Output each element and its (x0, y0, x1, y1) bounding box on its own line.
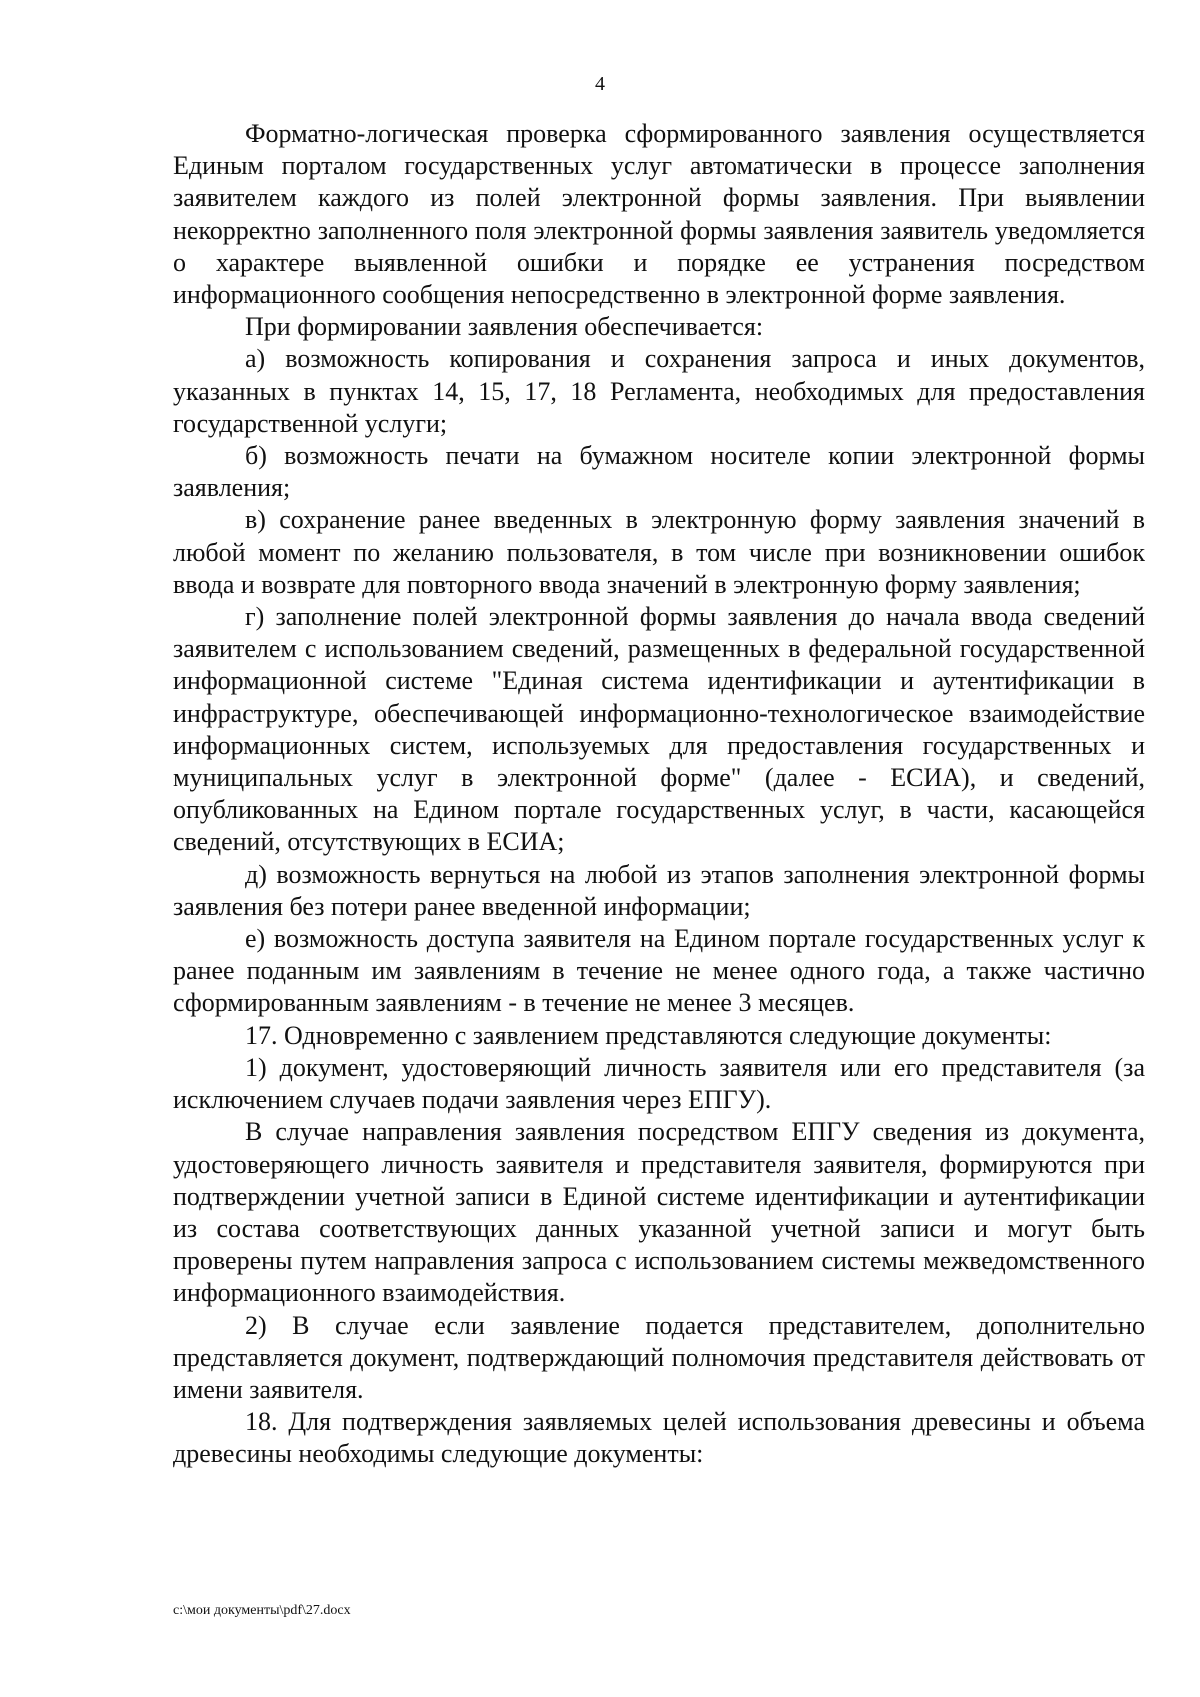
paragraph-item-d: д) возможность вернуться на любой из этапов заполнения электронной формы заявления без потери ранее введенной информации; (173, 859, 1145, 921)
paragraph-item-e: е) возможность доступа заявителя на Едином портале государственных услуг к ранее поданным им заявлениям в течение не менее одного года, а также частично сформированным заявлениям - в течение не менее 3 месяцев. (173, 924, 1145, 1018)
footer-file-path: c:\мои документы\pdf\27.docx (173, 1603, 351, 1618)
paragraph-section-17: 17. Одновременно с заявлением представляются следующие документы: (245, 1020, 1052, 1050)
document-body (173, 118, 1145, 1471)
paragraph-item-v: в) сохранение ранее введенных в электронную форму заявления значений в любой момент по желанию пользователя, в том числе при возникновении ошибок ввода и возврате для повторного ввода значений в электронную форму заявления; (173, 505, 1145, 599)
paragraph-17-item-2: 2) В случае если заявление подается представителем, дополнительно представляется документ, подтверждающий полномочия представителя действовать от имени заявителя. (173, 1310, 1145, 1404)
paragraph-section-18: 18. Для подтверждения заявляемых целей использования древесины и объема древесины необходимы следующие документы: (173, 1407, 1145, 1469)
paragraph-form-provision: При формировании заявления обеспечивается: (245, 312, 764, 342)
paragraph-item-a: а) возможность копирования и сохранения запроса и иных документов, указанных в пунктах 14, 15, 17, 18 Регламента, необходимых для предоставления государственной услуги; (173, 344, 1145, 438)
paragraph-17-item-1: 1) документ, удостоверяющий личность заявителя или его представителя (за исключением случаев подачи заявления через ЕПГУ). (173, 1052, 1145, 1115)
paragraph-item-g: г) заполнение полей электронной формы заявления до начала ввода сведений заявителем с использованием сведений, размещенных в федеральной государственной информационной системе "Единая система идентификации и аутентификации в инфраструктуре, обеспечивающей информационно-технологическое взаимодействие информационных систем, используемых для предоставления государственных и муниципальных услуг в электронной форме" (далее - ЕСИА), и сведений, опубликованных на Едином портале государственных услуг, в части, касающейся сведений, отсутствующих в ЕСИА; (173, 602, 1145, 857)
paragraph-epgu-case: В случае направления заявления посредством ЕПГУ сведения из документа, удостоверяющего личность заявителя и представителя заявителя, формируются при подтверждении учетной записи в Единой системе идентификации и аутентификации из состава соответствующих данных указанной учетной записи и могут быть проверены путем направления запроса с использованием системы межведомственного информационного взаимодействия. (173, 1117, 1145, 1308)
paragraph-format-check: Форматно-логическая проверка сформированного заявления осуществляется Единым порталом государственных услуг автоматически в процессе заполнения заявителем каждого из полей электронной формы заявления. При выявлении некорректно заполненного поля электронной формы заявления заявитель уведомляется о характере выявленной ошибки и порядке ее устранения посредством информационного сообщения непосредственно в электронной форме заявления. (173, 119, 1145, 310)
page-number: 4 (595, 73, 605, 95)
paragraph-item-b: б) возможность печати на бумажном носителе копии электронной формы заявления; (173, 441, 1145, 503)
